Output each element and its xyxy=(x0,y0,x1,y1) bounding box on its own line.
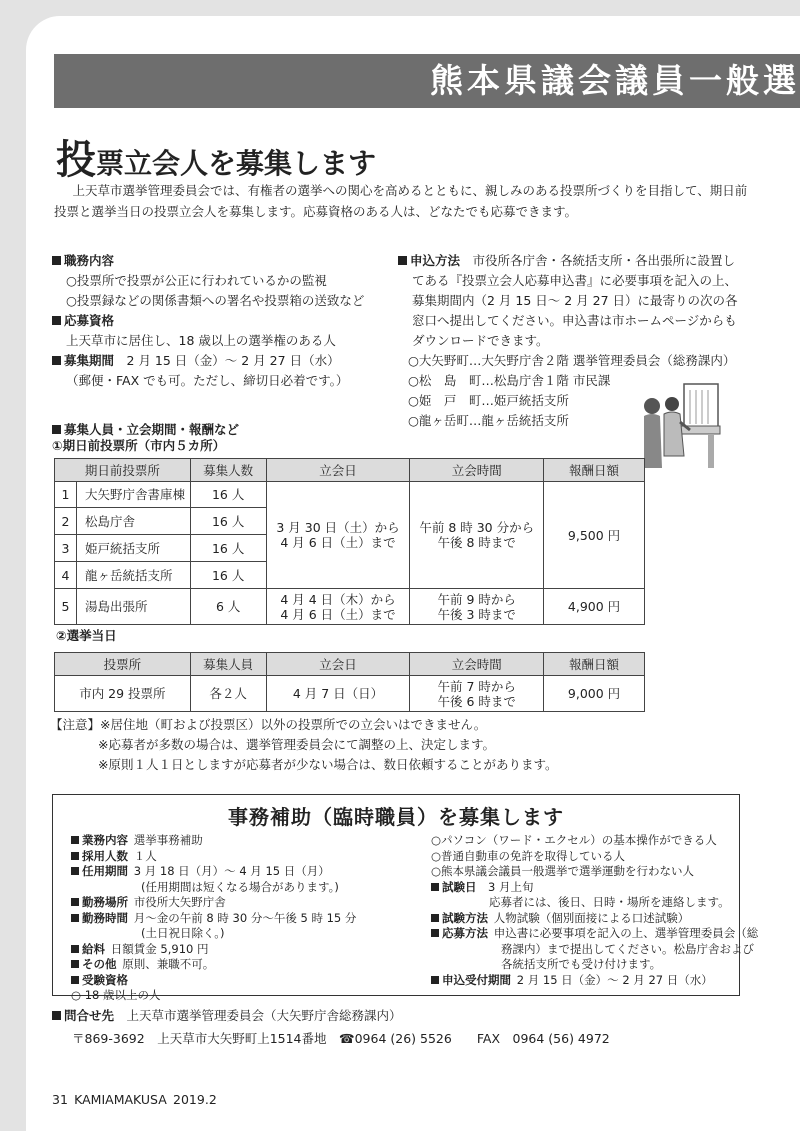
table-header: 募集人数 xyxy=(190,459,266,482)
clerk-recruit-box xyxy=(52,794,759,1002)
table-header: 募集人員 xyxy=(190,653,266,676)
issue-date: 2019.2 xyxy=(173,1092,217,1107)
heading-rest: 票立会人を募集します xyxy=(96,147,377,180)
page xyxy=(26,16,800,1131)
row-no: 1 xyxy=(55,482,77,508)
row-place: 松島庁舎 xyxy=(76,508,190,535)
heading-big-char: 投 xyxy=(56,137,96,183)
table-row xyxy=(55,482,645,508)
address: 上天草市大矢野町上1514番地 xyxy=(157,1031,327,1046)
clerk-left: 業務内容 選挙事務補助 採用人数 １人 任用期間 3 月 18 日（月）～ 4 月 15 日（月） (任用期間は短くなる場合があります。) 勤務場所 市役所大矢野庁舎 勤務時間 月～金の午前 8 時 30 分～午後 5 時 15 分 (土日祝日除く。) 給料 日額賃金 5,910 円 その他 原則、兼職不可。 受験資格 ○ 18 歳以上の人 xyxy=(71,833,357,1002)
clerk-right: ○パソコン（ワード・エクセル）の基本操作ができる人 ○普通自動車の免許を取得している人 ○熊本県議会議員一般選挙で選挙運動を行わない人 試験日 3 月上旬 応募者には、後日、日時・場所を連絡します。 試験方法 人物試験（個別面接による口述試験） 応募方法 申込書に必要事項を記入の上、選挙管理委員会（総 務課内）まで提出してください。松島庁舎および 各統括支所でも受け付けます。 申込受付期間 2 月 15 日（金）～ 2 月 27 日（水） xyxy=(431,833,759,987)
office-2: ○松 島 町…松島庁舎１階 市民課 xyxy=(408,373,611,388)
table2-caption: ②選挙当日 xyxy=(56,628,117,643)
note-1: ※居住地（町および投票区）以外の投票所での立会いはできません。 xyxy=(100,717,487,732)
bullet-square-icon xyxy=(52,356,61,365)
row-place: 大矢野庁舎書庫棟 xyxy=(76,482,190,508)
recruit-head: 募集人員・立会期間・報酬など xyxy=(52,420,239,440)
table-header: 立会日 xyxy=(266,653,410,676)
group-pay: 9,500 円 xyxy=(544,482,645,589)
qualification-text: 上天草市に居住し、18 歳以上の選挙権のある人 xyxy=(66,333,336,348)
left-column xyxy=(52,251,364,391)
duty-head: 職務内容 xyxy=(64,253,115,268)
intro-line-1: 上天草市選挙管理委員会では、有権者の選挙への関心を高めるとともに、親しみのある投票所づくりを目指して、期日前 xyxy=(72,183,748,198)
row-no: 5 xyxy=(55,589,77,625)
row-date: 4 月 7 日（日） xyxy=(266,676,410,712)
row-place: 市内 29 投票所 xyxy=(55,676,191,712)
row-place: 龍ヶ岳統括支所 xyxy=(76,562,190,589)
table-header-row xyxy=(55,459,645,482)
group-time: 午前 8 時 30 分から 午後 8 時まで xyxy=(410,482,544,589)
group-date: 3 月 30 日（土）から 4 月 6 日（土）まで xyxy=(266,482,410,589)
early-voting-table xyxy=(54,458,645,625)
table-header-row xyxy=(55,653,645,676)
row-count: 16 人 xyxy=(190,482,266,508)
clerk-title: 事務補助（臨時職員）を募集します xyxy=(228,805,564,829)
row-pay: 4,900 円 xyxy=(544,589,645,625)
row-no: 4 xyxy=(55,562,77,589)
period-text: 2 月 15 日（金）～ 2 月 27 日（水） xyxy=(126,353,340,368)
apply-line-2: てある『投票立会人応募申込書』に必要事項を記入の上、 xyxy=(412,273,738,288)
notes-label: 【注意】 xyxy=(50,717,101,732)
intro-line-2: 投票と選挙当日の投票立会人を募集します。応募資格のある人は、どなたでも応募できます。 xyxy=(54,204,578,219)
table-header: 立会日 xyxy=(266,459,410,482)
office-3: ○姫 戸 町…姫戸統括支所 xyxy=(408,393,569,408)
table-row xyxy=(55,676,645,712)
row-time: 午前 9 時から 午後 3 時まで xyxy=(410,589,544,625)
row-count: 各２人 xyxy=(190,676,266,712)
contact-org: 上天草市選挙管理委員会（大矢野庁舎総務課内） xyxy=(126,1008,402,1023)
period-head: 募集期間 xyxy=(64,353,115,368)
duty-1: ○投票所で投票が公正に行われているかの監視 xyxy=(66,273,327,288)
office-1: ○大矢野町…大矢野庁舎２階 選挙管理委員会（総務課内） xyxy=(408,353,736,368)
table-header: 投票所 xyxy=(55,653,191,676)
contact-line-2 xyxy=(72,1029,610,1049)
row-date: 4 月 4 日（木）から 4 月 6 日（土）まで xyxy=(266,589,410,625)
table-header: 報酬日額 xyxy=(544,653,645,676)
row-count: 16 人 xyxy=(190,508,266,535)
bullet-square-icon xyxy=(52,316,61,325)
table-header: 立会時間 xyxy=(410,459,544,482)
notes xyxy=(50,715,557,775)
bullet-square-icon xyxy=(52,256,61,265)
table1-caption: ①期日前投票所（市内５カ所） xyxy=(52,438,226,453)
magazine-name: KAMIAMAKUSA xyxy=(74,1092,167,1107)
row-place: 姫戸統括支所 xyxy=(76,535,190,562)
office-4: ○龍ヶ岳町…龍ヶ岳統括支所 xyxy=(408,413,569,428)
row-count: 16 人 xyxy=(190,535,266,562)
apply-line-4: 窓口へ提出してください。申込書は市ホームページからも xyxy=(412,313,737,328)
postal-code: 〒869-3692 xyxy=(72,1031,145,1046)
row-count: 16 人 xyxy=(190,562,266,589)
contact-head: 問合せ先 xyxy=(64,1008,115,1023)
qualification-head: 応募資格 xyxy=(64,313,115,328)
apply-line-5: ダウンロードできます。 xyxy=(412,333,549,348)
bullet-square-icon xyxy=(398,256,407,265)
duty-2: ○投票録などの関係書類への署名や投票箱の送致など xyxy=(66,293,365,308)
note-3: ※原則１人１日としますが応募者が少ない場合は、数日依頼することがあります。 xyxy=(98,757,558,772)
bullet-square-icon xyxy=(52,1011,61,1020)
table-header: 立会時間 xyxy=(410,653,544,676)
banner-title: 熊本県議会議員一般選 xyxy=(54,54,800,108)
voting-booth-illustration xyxy=(642,376,722,468)
row-time: 午前 7 時から 午後 6 時まで xyxy=(410,676,544,712)
row-no: 2 xyxy=(55,508,77,535)
apply-head: 申込方法 xyxy=(410,253,461,268)
row-pay: 9,000 円 xyxy=(544,676,645,712)
phone: ☎0964 (26) 5526 xyxy=(339,1031,452,1046)
table-header: 報酬日額 xyxy=(544,459,645,482)
election-day-table xyxy=(54,652,645,712)
note-2: ※応募者が多数の場合は、選挙管理委員会にて調整の上、決定します。 xyxy=(98,737,495,752)
row-no: 3 xyxy=(55,535,77,562)
page-number: 31 xyxy=(52,1092,68,1107)
apply-line-1: 市役所各庁舎・各統括支所・各出張所に設置し xyxy=(472,253,736,268)
row-place: 湯島出張所 xyxy=(76,589,190,625)
fax: FAX 0964 (56) 4972 xyxy=(476,1031,610,1046)
table-row xyxy=(55,589,645,625)
bullet-square-icon xyxy=(52,425,61,434)
apply-line-3: 募集期間内（2 月 15 日～ 2 月 27 日）に最寄りの次の各 xyxy=(412,293,738,308)
footer xyxy=(52,1090,217,1110)
period-note: （郵便・FAX でも可。ただし、締切日必着です。） xyxy=(66,373,349,388)
page-heading xyxy=(56,128,376,185)
contact-line-1 xyxy=(52,1006,402,1026)
row-count: 6 人 xyxy=(190,589,266,625)
table-header: 期日前投票所 xyxy=(55,459,191,482)
